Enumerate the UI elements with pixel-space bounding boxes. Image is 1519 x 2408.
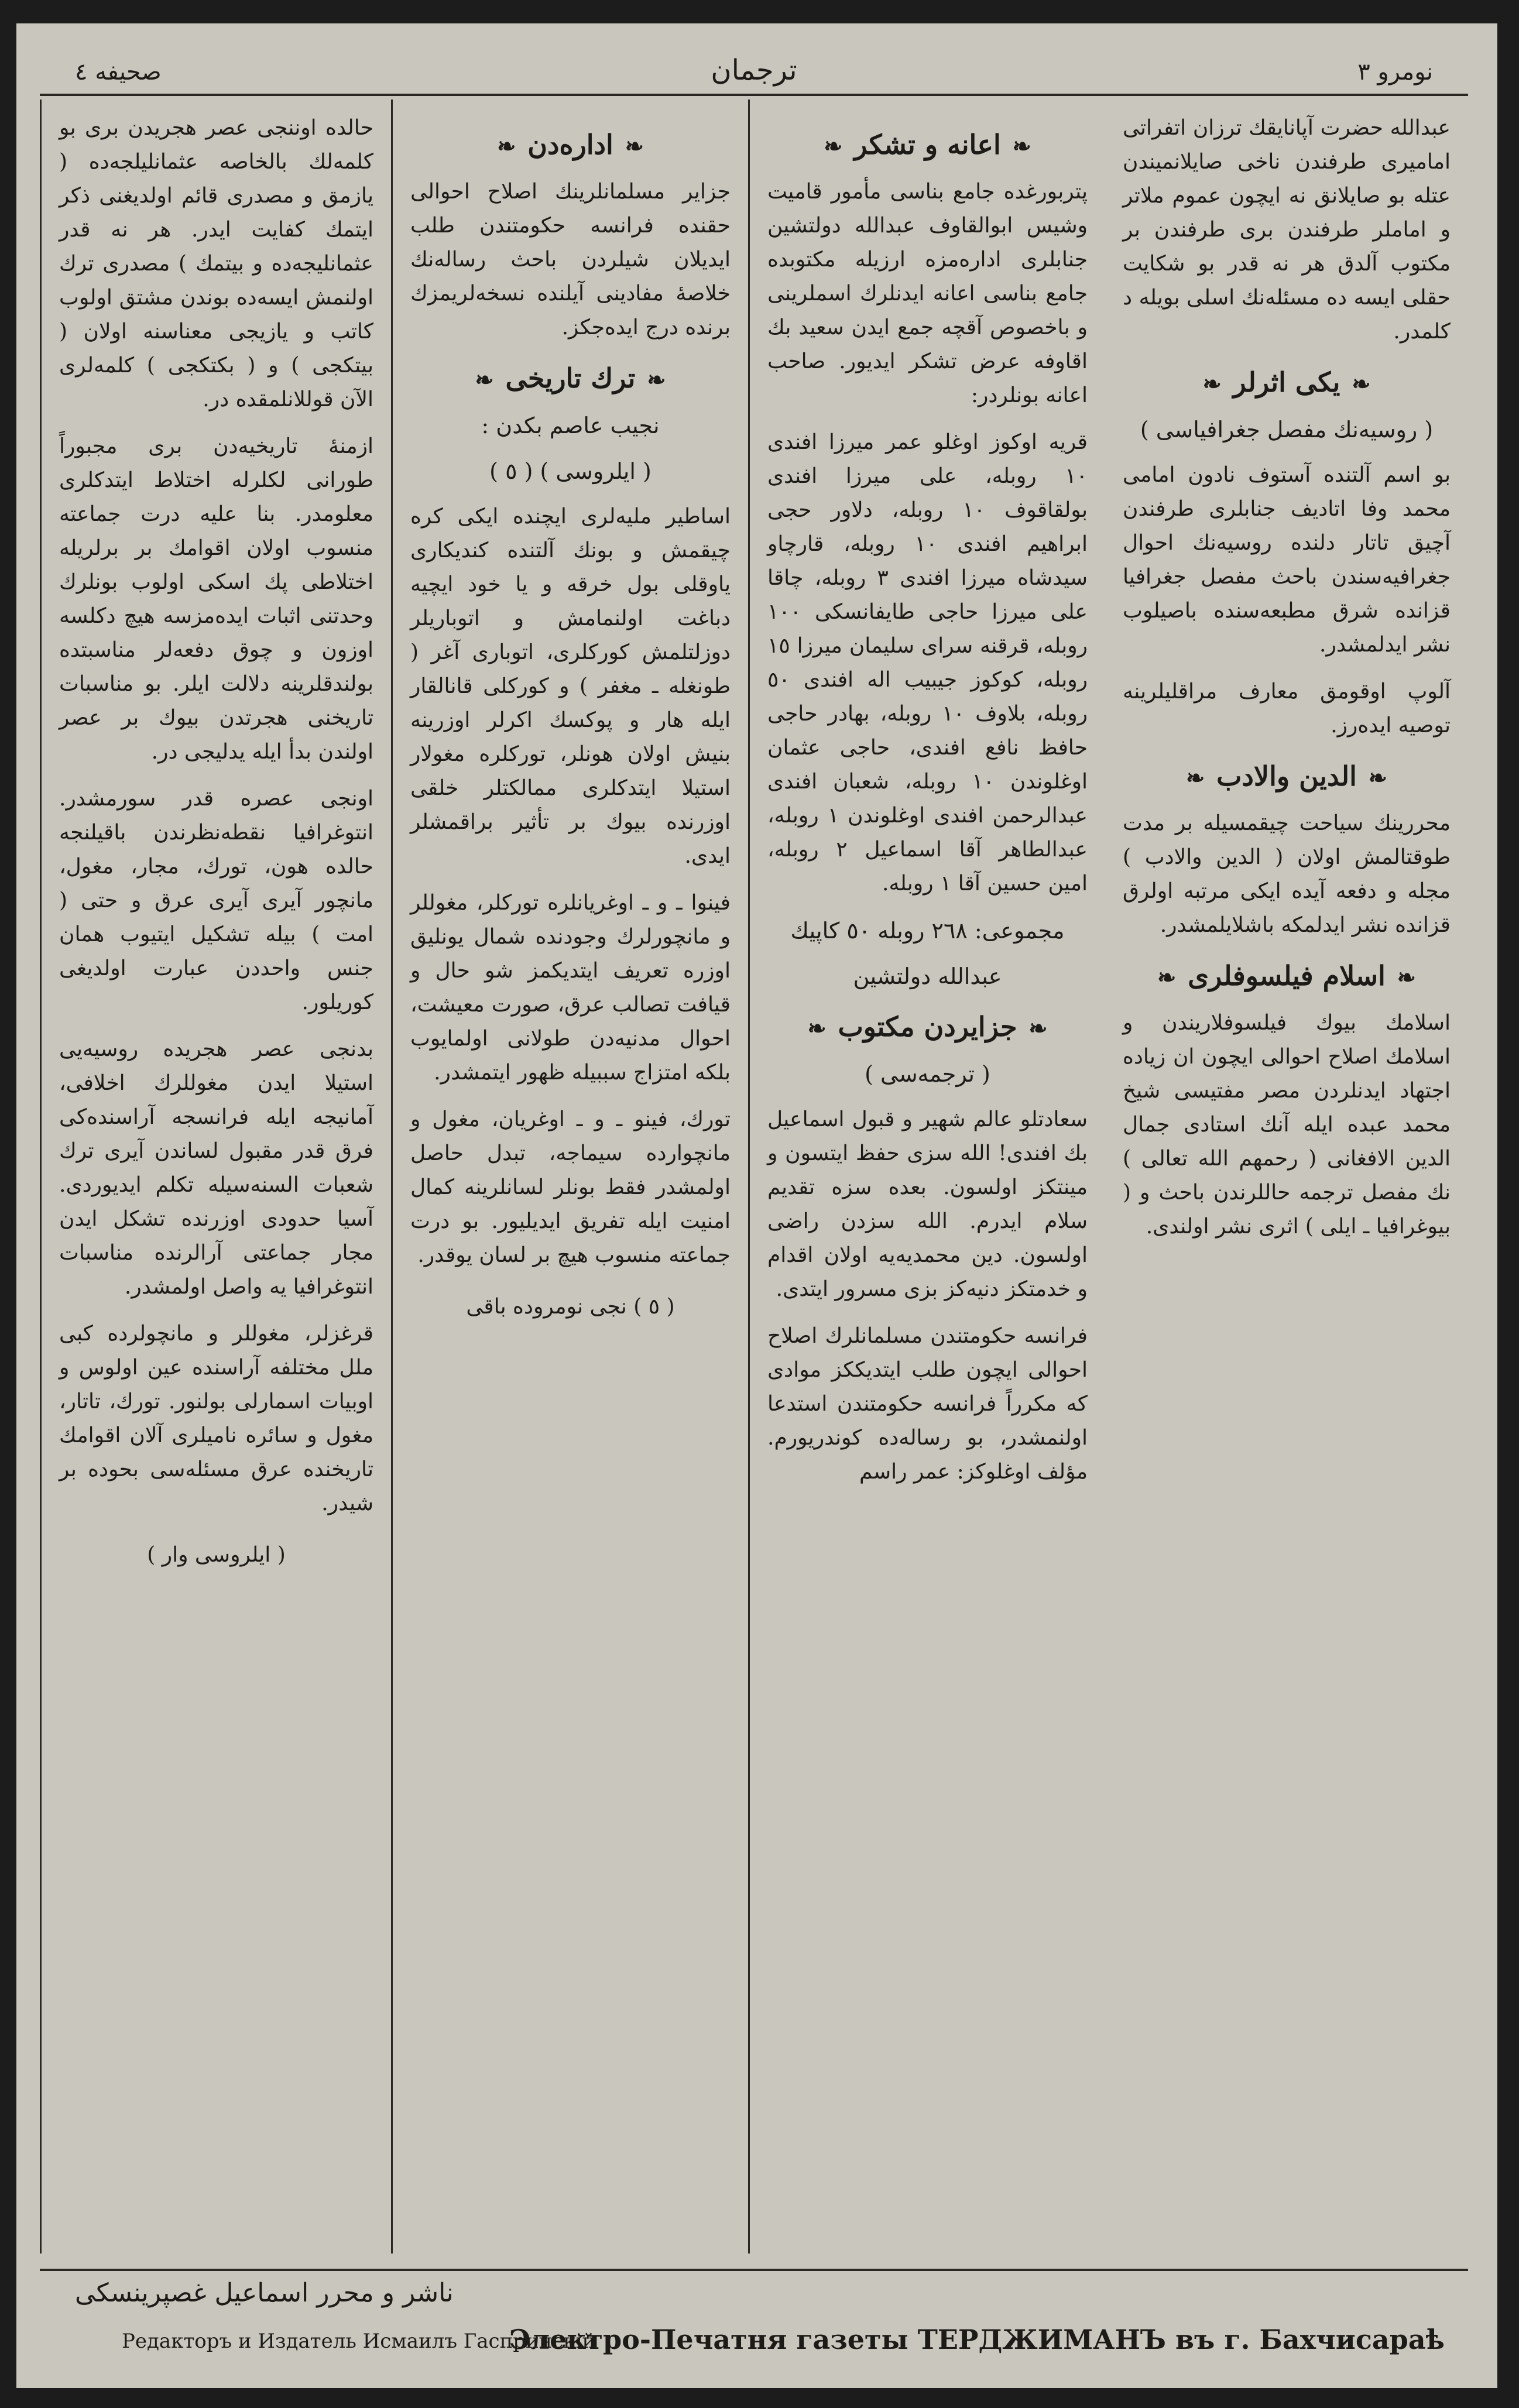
section-heading: ❧ الدین والادب ❧ [1123,759,1451,795]
article-text: پتربورغده جامع بناسی مأمور قامیت وشیس ابوالقاوف عبدالله دولتشین جنابلری اداره‌مزه ارزیله مکتوبده جامع بناسی اعانه ایدنلرك اسملرینی و باخصوص آقچه جمع ایدن سعید بك اقاوفه عرض تشکر ایدیور. صاحب اعانه بونلردر: [767,180,1088,407]
donation-total: مجموعی: ٢٦٨ روبله ٥٠ کاپیك [790,918,1065,944]
article-text: تورك، فینو ـ و ـ اوغریان، مغول و مانچوارده سیماجه، تبدل حاصل اولمشدر فقط بونلر لسانلرینه کمال امنیت ایله تفریق ایدیلیور. بو درت جماعته منسوب هیچ بر لسان یوقدر. [410,1107,731,1267]
publisher-bar [40,2269,1468,2312]
section-subheading: ( ترجمه‌سی ) [865,1061,990,1087]
article-text: عبدالله حضرت آپانایقك ترزان اتفراتی امامیری طرفندن ناخی صایلانمیندن عتله بو صایلانق نه ایچون عموم ملاتر و اماملر طرفندن بری طرفندن بر مکتوب آلدق هر نه قدر بو شکایت حقلی ایسه ده مسئله‌نك اسلی بویله د کلمدر. [1123,116,1451,344]
article-text: اساطیر ملیه‌لری ایچنده ایکی کره چیقمش و بونك آلتنده کندیکاری یاوقلی بول خرقه و یا خود ایچیه دباغت اولنمامش و اتوباریلر دوزلتلمش کورکلری، اتوباری آغر ( طونغله ـ مغفر ) و کورکلی قانالقار ایله هار و پوکسك اکرلر اوزرینه بنیش اولان هونلر، تورکلره مغولار استیلا ایتدکلری ممالکتلر خلقی اوزرنده بیوك بر تأثیر براقمشلر ایدی. [410,505,731,868]
article-text: فرانسه حکومتندن مسلمانلرك اصلاح احوالی ایچون طلب ایتدیککز موادی که مکرراً فرانسه حکومتندن استدعا اولنمشدر، بو رساله‌ده کوندریورم. مؤلف اوغلوکز: عمر راسم [767,1324,1088,1484]
section-heading: ❧ یکی اثرلر ❧ [1123,365,1451,401]
newspaper-page [16,23,1497,2388]
issue-label: نومرو ٣ [1357,59,1433,85]
section-heading: ❧ جزایردن مکتوب ❧ [767,1010,1088,1045]
imprint-bar [40,2318,1468,2365]
column-1 [1105,100,1468,2253]
signature-line: عبدالله دولتشین [853,963,1002,989]
article-text: قرغزلر، مغوللر و مانچولرده کبی ملل مختلفه آراسنده عین اولوس و اوبیات اسمارلی بولنور. تورك، تاتار، مغول و سائره نامیلری آلان اقوامك تاریخنده عرق مسئله‌سی بحوده بر شیدر. [59,1322,373,1515]
section-heading: ❧ اداره‌دن ❧ [410,128,731,163]
column-2 [748,100,1105,2253]
article-text: فینوا ـ و ـ اوغریانلره تورکلر، مغوللر و مانچورلرك وجودنده شمال یونلیق اوزره تعریف ایتدیکمز شو حال و قیافت تصالب عرق، صورت معیشت، احوال مدنیه‌دن طولانی اولمایوب بلکه امتزاج سببیله ظهور ایتمشدر. [410,891,731,1085]
masthead [40,47,1468,96]
article-text: اسلامك بیوك فیلسوفلاریندن و اسلامك اصلاح احوالی ایچون ان زیاده اجتهاد ایدنلردن مصر مفتیسی شیخ محمد عبده ایله آنك استادی جمال الدین الافغانی ( رحمهم الله تعالی ) نك مفصل ترجمه حاللرندن باحث و ( بیوغرافیا ـ ایلی ) اثری نشر اولندی. [1123,1011,1451,1239]
author-line: نجیب عاصم بکدن : [481,413,660,438]
article-text: سعادتلو عالم شهیر و قبول اسماعیل بك افندی! الله سزی حفظ ایتسون و مینتکز اولسون. بعده سزه تقدیم سلام ایدرم. الله سزدن راضی اولسون. دین محمدیه‌یه اولان اقدام و خدمتکز دنیه‌کز بزی مسرور ایتدی. [767,1107,1088,1301]
article-text: بو اسم آلتنده آستوف نادون امامی محمد وفا اتادیف جنابلری طرفندن آچیق تاتار دلنده روسیه‌نك احوال جغرافیه‌سندن باحث مفصل جغرافیا قزانده شرق مطبعه‌سنده باصیلوب نشر ایدلمشدر. [1123,463,1451,657]
continuation-label: ( ایلروسی ) ( ٥ ) [489,458,652,484]
continued-note: ( ایلروسی وار ) [147,1543,286,1567]
column-4 [40,100,391,2253]
page-label: صحیفه ٤ [75,59,162,85]
section-heading: ❧ اعانه و تشکر ❧ [767,128,1088,163]
article-text: اونجی عصره قدر سورمشدر. انتوغرافیا نقطه‌نظرندن باقیلنجه حالده هون، تورك، مجار، مغول، مانچور آیری آیری عرق و حتی ( امت ) بیله تشکیل ایتیوب همان جنس واحددن عبارت اولدیغی کوریلور. [59,787,373,1014]
publisher-line: ناشر و محرر اسماعیل غصپرینسکی [75,2278,454,2308]
section-subheading: ( روسیه‌نك مفصل جغرافیاسی ) [1140,417,1434,443]
article-text: جزایر مسلمانلرینك اصلاح احوالی حقنده فرانسه حکومتندن طلب ایدیلان شیلردن باحث رساله‌نك خلاصهٔ مفادینی آیلنده نسخه‌لریمزك برنده درج ایده‌جکز. [410,180,731,339]
article-text: ازمنهٔ تاریخیه‌دن بری مجبوراً طورانی لکلرله اختلاط ایتدکلری معلومدر. بنا علیه درت جماعته منسوب اولان اقوامك بر برلریله اختلاطی پك اسکی اولوب بونلرك وحدتنی اثبات ایده‌مزسه هیچ دکلسه اوزون و چوق دفعه‌لر مناسبتده بولندقلرینه دلالت ایلر. بو مناسبات تاریخنی هجرتدن بیوك بر عصر اولندن بدأ ایله یدلیجی در. [59,434,373,764]
article-text: آلوپ اوقومق معارف مراقلیلرینه توصیه ایده‌رز. [1123,680,1451,738]
continued-note: ( ٥ ) نجی نومروده باقی [466,1295,675,1319]
press-line: Электро-Печатня газеты ТЕРДЖИМАНЪ въ г. Бахчисараѣ [509,2324,1445,2355]
newspaper-title: ترجمان [711,54,797,87]
article-text: حالده اوننجی عصر هجریدن بری بو کلمه‌لك بالخاصه عثمانلیلجه‌ده ( یازمق و مصدری قائم اولدیغنی ذکر ایتمك کفایت ایدر. هر نه قدر عثمانلیجه‌ده و بیتمك ) مصدری ترك اولنمش ایسه‌ده بوندن مشتق اولوب کاتب و یازیجی معناسنه اولان ( بیتکجی ) و ( بکتکجی ) کلمه‌لری الآن قوللانلمقده در. [59,116,373,411]
donor-list: قریه اوکوز اوغلو عمر میرزا افندی ١٠ روبله، علی میرزا افندی بولقاقوف ١٠ روبله، دلاور حجی ابراهیم افندی ١٠ روبله، قارچاو سیدشاه میرزا افندی ٣ روبله، چاقا علی میرزا حاجی طایفانسکی ١٠٠ روبله، قرقنه سرای سلیمان میرزا ١٥ روبله، کوکوز جیبیب اله افندی ٥٠ روبله، بلاوف ١٠ روبله، بهادر حاجی حافظ نافع افندی، حاجی عثمان اوغلوندن ١٠ روبله، شعبان افندی عبدالرحمن افندی اوغلوندن ١ روبله، عبدالطاهر آقا اسماعیل ٢ روبله، امین حسین آقا ١ روبله. [767,430,1088,896]
column-3 [391,100,748,2253]
section-heading: ❧ ترك تاریخی ❧ [410,361,731,397]
article-text: محررینك سیاحت چیقمسیله بر مدت طوقتالمش اولان ( الدین والادب ) مجله و دفعه آیده ایکی مرتبه اولرق قزانده نشر ایدلمکه باشلایلمشدر. [1123,811,1451,937]
section-heading: ❧ اسلام فیلسوفلری ❧ [1123,959,1451,994]
article-text: بدنجی عصر هجریده روسیه‌یی استیلا ایدن مغوللرك اخلافی، آمانیجه ایله فرانسجه آراسنده‌کی فرق قدر مقبول لساندن آیری ترك شعبات السنه‌سیله تکلم ایدیوردی. آسیا حدودی اوزرنده تشکل ایدن مجار جماعتی آرالرنده مناسبات انتوغرافیا یه واصل اولمشدر. [59,1037,373,1299]
editor-line: Редакторъ и Издатель Исмаилъ Гаспринскiй [122,2330,596,2353]
